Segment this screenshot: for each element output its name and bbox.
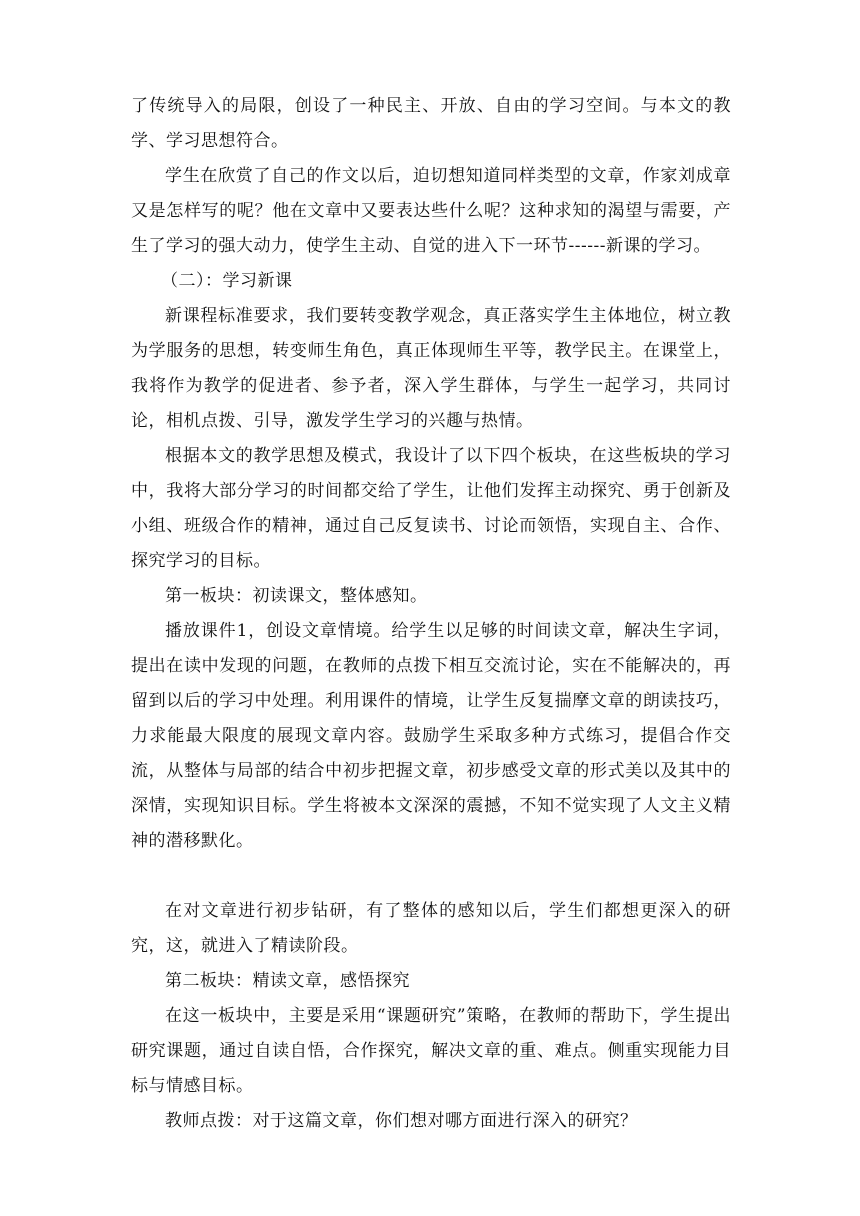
paragraph-block-one: 播放课件1，创设文章情境。给学生以足够的时间读文章，解决生字词，提出在读中发现的问题，在教师的点拨下相互交流讨论，实在不能解决的，再留到以后的学习中处理。利用课件的情境，让学生反复揣摩文章的朗读技巧，力求能最大限度的展现文章内容。鼓励学生采取多种方式练习，提倡合作交流，从整体与局部的结合中初步把握文章，初步感受文章的形式美以及其中的深情，实现知识目标。学生将被本文深深的震撼，不知不觉实现了人文主义精神的潜移默化。 (131, 621, 731, 851)
block-one-heading: 第一板块：初读课文，整体感知。 (165, 586, 428, 606)
paragraph-curriculum: 新课程标准要求，我们要转变教学观念，真正落实学生主体地位，树立教为学服务的思想，转变师生角色，真正体现师生平等，教学民主。在课堂上，我将作为教学的促进者、参予者，深入学生群体，与学生一起学习，共同讨论，相机点拨、引导，激发学生学习的兴趣与热情。 (131, 306, 731, 431)
paragraph-transition: 学生在欣赏了自己的作文以后，迫切想知道同样类型的文章，作家刘成章又是怎样写的呢？他在文章中又要表达些什么呢？这种求知的渴望与需要，产生了学习的强大动力，使学生主动、自觉的进入下一环节------新课的学习。 (131, 166, 731, 256)
paragraph-block-two: 在这一板块中，主要是采用“课题研究”策略，在教师的帮助下，学生提出研究课题，通过自读自悟，合作探究，解决文章的重、难点。侧重实现能力目标与情感目标。 (131, 1006, 731, 1096)
blank-line (131, 859, 731, 894)
paragraph-intensive-reading: 在对文章进行初步钻研，有了整体的感知以后，学生们都想更深入的研究，这，就进入了精读阶段。 (131, 901, 731, 956)
section-heading-learn-new: （二）：学习新课 (161, 271, 293, 291)
paragraph-intro-continuation: 了传统导入的局限，创设了一种民主、开放、自由的学习空间。与本文的教学、学习思想符合。 (131, 96, 731, 151)
paragraph-teacher-guidance: 教师点拨：对于这篇文章，你们想对哪方面进行深入的研究？ (165, 1111, 638, 1131)
document-body (131, 89, 731, 1139)
paragraph-four-blocks: 根据本文的教学思想及模式，我设计了以下四个板块，在这些板块的学习中，我将大部分学习的时间都交给了学生，让他们发挥主动探究、勇于创新及小组、班级合作的精神，通过自己反复读书、讨论而领悟，实现自主、合作、探究学习的目标。 (131, 446, 731, 571)
block-two-heading: 第二板块：精读文章，感悟探究 (165, 971, 410, 991)
